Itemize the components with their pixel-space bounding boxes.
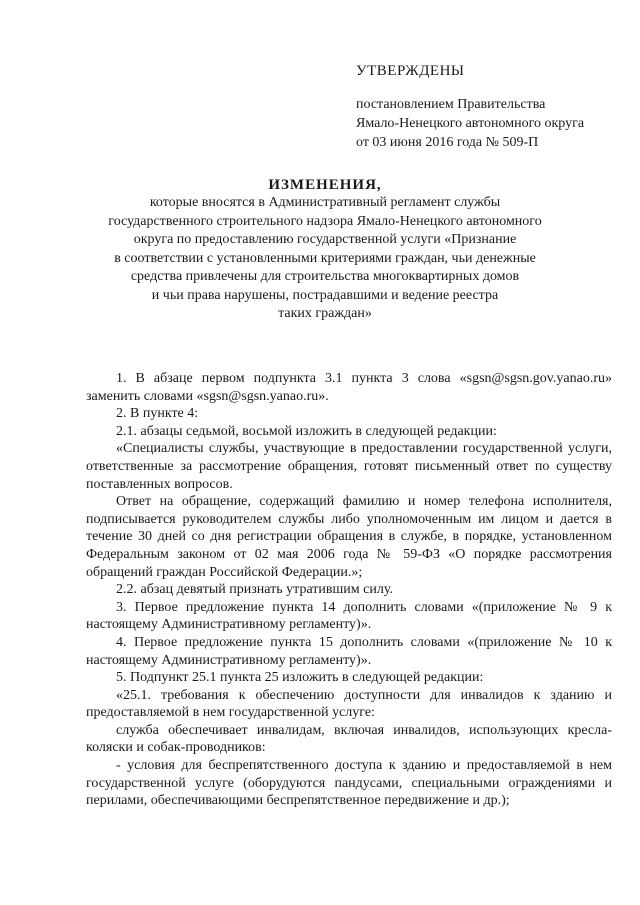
paragraph: - условия для беспрепятственного доступа к зданию и предоставляемой в нем государственной услуге (оборудуются пандусами, специальными ограждениями и перилами, обеспечивающими беспрепятственное передвижение и др.);: [86, 758, 612, 809]
paragraph: 2.1. абзацы седьмой, восьмой изложить в следующей редакции:: [116, 423, 497, 439]
title-line: округа по предоставлению государственной услуги «Признание: [133, 232, 517, 247]
document-body: [86, 370, 612, 810]
title-line: и чьи права нарушены, пострадавшими и ведение реестра: [151, 287, 499, 303]
approval-line: от 03 июня 2016 года № 509-П: [356, 135, 539, 150]
approval-stamp: [356, 62, 626, 152]
title-line: которые вносятся в Административный регламент службы: [149, 195, 501, 210]
approval-line: Ямало-Ненецкого автономного округа: [356, 116, 585, 131]
paragraph: служба обеспечивает инвалидам, включая инвалидов, использующих кресла-коляски и собак-проводников:: [86, 722, 612, 756]
document-title: [100, 176, 550, 324]
title-line: государственного строительного надзора Ямало-Ненецкого автономного: [108, 213, 542, 229]
title-line: средства привлечены для строительства многоквартирных домов: [130, 269, 520, 284]
paragraph: «25.1. требования к обеспечению доступности для инвалидов к зданию и предоставляемой в нем государственной услуге:: [86, 687, 612, 721]
paragraph: 2.2. абзац девятый признать утратившим силу.: [116, 582, 393, 598]
approval-heading: УТВЕРЖДЕНЫ: [356, 63, 465, 79]
paragraph: 4. Первое предложение пункта 15 дополнить словами «(приложение № 10 к настоящему Административному регламенту)».: [86, 634, 612, 668]
paragraph: 1. В абзаце первом подпункта 3.1 пункта 3 слова «sgsn@sgsn.gov.yanao.ru» заменить словами «sgsn@sgsn.yanao.ru».: [86, 371, 612, 404]
title-line: в соответствии с установленными критериями граждан, чьи денежные: [114, 250, 536, 266]
paragraph: «Специалисты службы, участвующие в предоставлении государственной услуги, ответственные за рассмотрение обращения, готовят письменный ответ по существу поставленных вопросов.: [86, 441, 612, 492]
paragraph: 2. В пункте 4:: [116, 406, 199, 422]
paragraph: 5. Подпункт 25.1 пункта 25 изложить в следующей редакции:: [116, 670, 484, 686]
approval-line: постановлением Правительства: [356, 97, 546, 112]
paragraph: 3. Первое предложение пункта 14 дополнить словами «(приложение № 9 к настоящему Административному регламенту)».: [86, 599, 612, 633]
paragraph: Ответ на обращение, содержащий фамилию и номер телефона исполнителя, подписывается руководителем службы либо уполномоченным им лицом и дается в течение 30 дней со дня регистрации обращения в службе, в порядке, установленном Федеральным законом от 02 мая 2006 года № 59-ФЗ «О порядке рассмотрения обращений граждан Российской Федерации.»;: [86, 494, 612, 580]
title-heading: ИЗМЕНЕНИЯ,: [268, 177, 382, 193]
title-line: таких граждан»: [278, 306, 372, 321]
